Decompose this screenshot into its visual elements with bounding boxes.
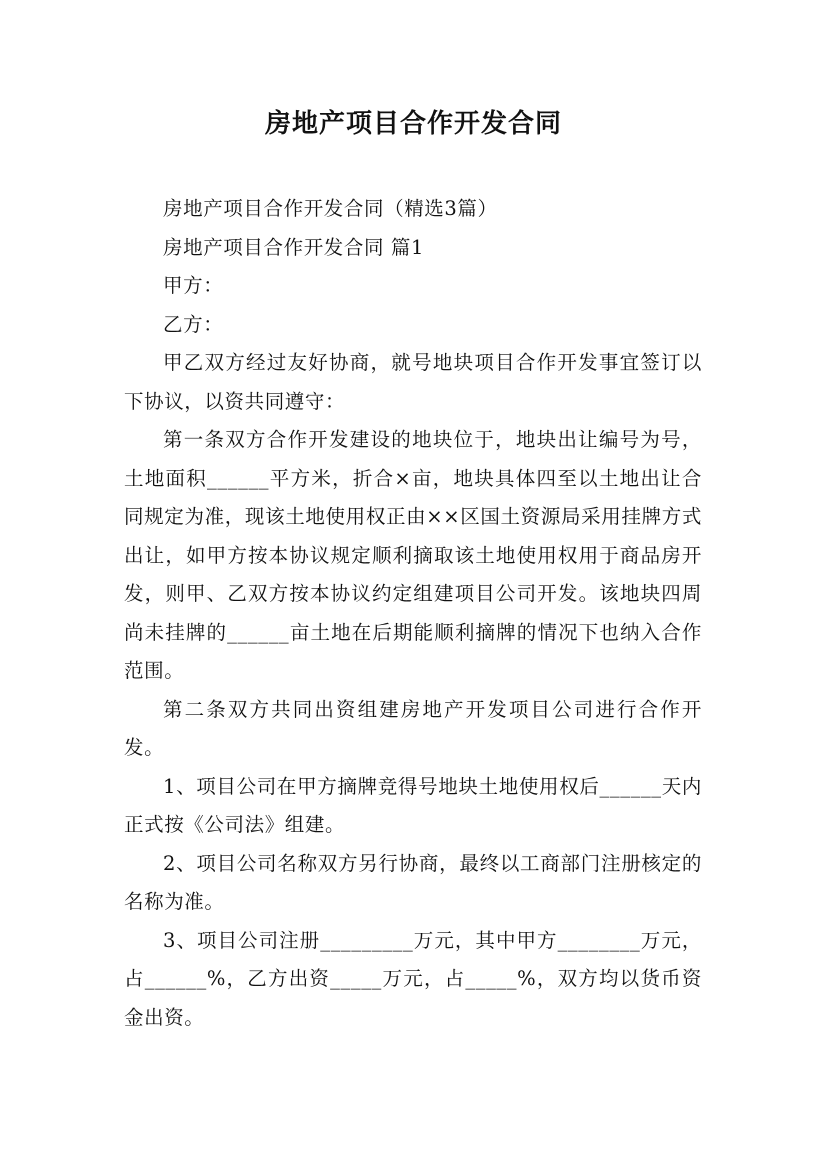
paragraph-section-heading: 房地产项目合作开发合同 篇1 [163, 235, 425, 259]
paragraph-clause-1: 1、项目公司在甲方摘牌竞得号地块土地使用权后______天内正式按《公司法》组建。 [124, 774, 702, 836]
paragraph-preamble: 甲乙双方经过友好协商，就号地块项目合作开发事宜签订以下协议，以资共同遵守： [124, 351, 702, 413]
paragraph-party-b: 乙方： [163, 312, 224, 336]
paragraph-clause-3: 3、项目公司注册_________万元，其中甲方________万元，占______%，乙方出资_____万元，占_____%，双方均以货币资金出资。 [124, 928, 702, 1029]
paragraph-party-a: 甲方： [163, 274, 224, 297]
document-body [124, 190, 702, 1037]
paragraph-clause-2: 2、项目公司名称双方另行协商，最终以工商部门注册核定的名称为准。 [124, 851, 702, 913]
document-title: 房地产项目合作开发合同 [264, 109, 562, 139]
paragraph-article-1: 第一条双方合作开发建设的地块位于，地块出让编号为号，土地面积______平方米，折合×亩，地块具体四至以土地出让合同规定为准，现该土地使用权正由××区国土资源局采用挂牌方式出让，如甲方按本协议规定顺利摘取该土地使用权用于商品房开发，则甲、乙双方按本协议约定组建项目公司开发。该地块四周尚未挂牌的______亩土地在后期能顺利摘牌的情况下也纳入合作范围。 [124, 428, 702, 682]
paragraph-article-2: 第二条双方共同出资组建房地产开发项目公司进行合作开发。 [124, 697, 702, 759]
paragraph-subtitle: 房地产项目合作开发合同（精选3篇） [163, 197, 498, 220]
